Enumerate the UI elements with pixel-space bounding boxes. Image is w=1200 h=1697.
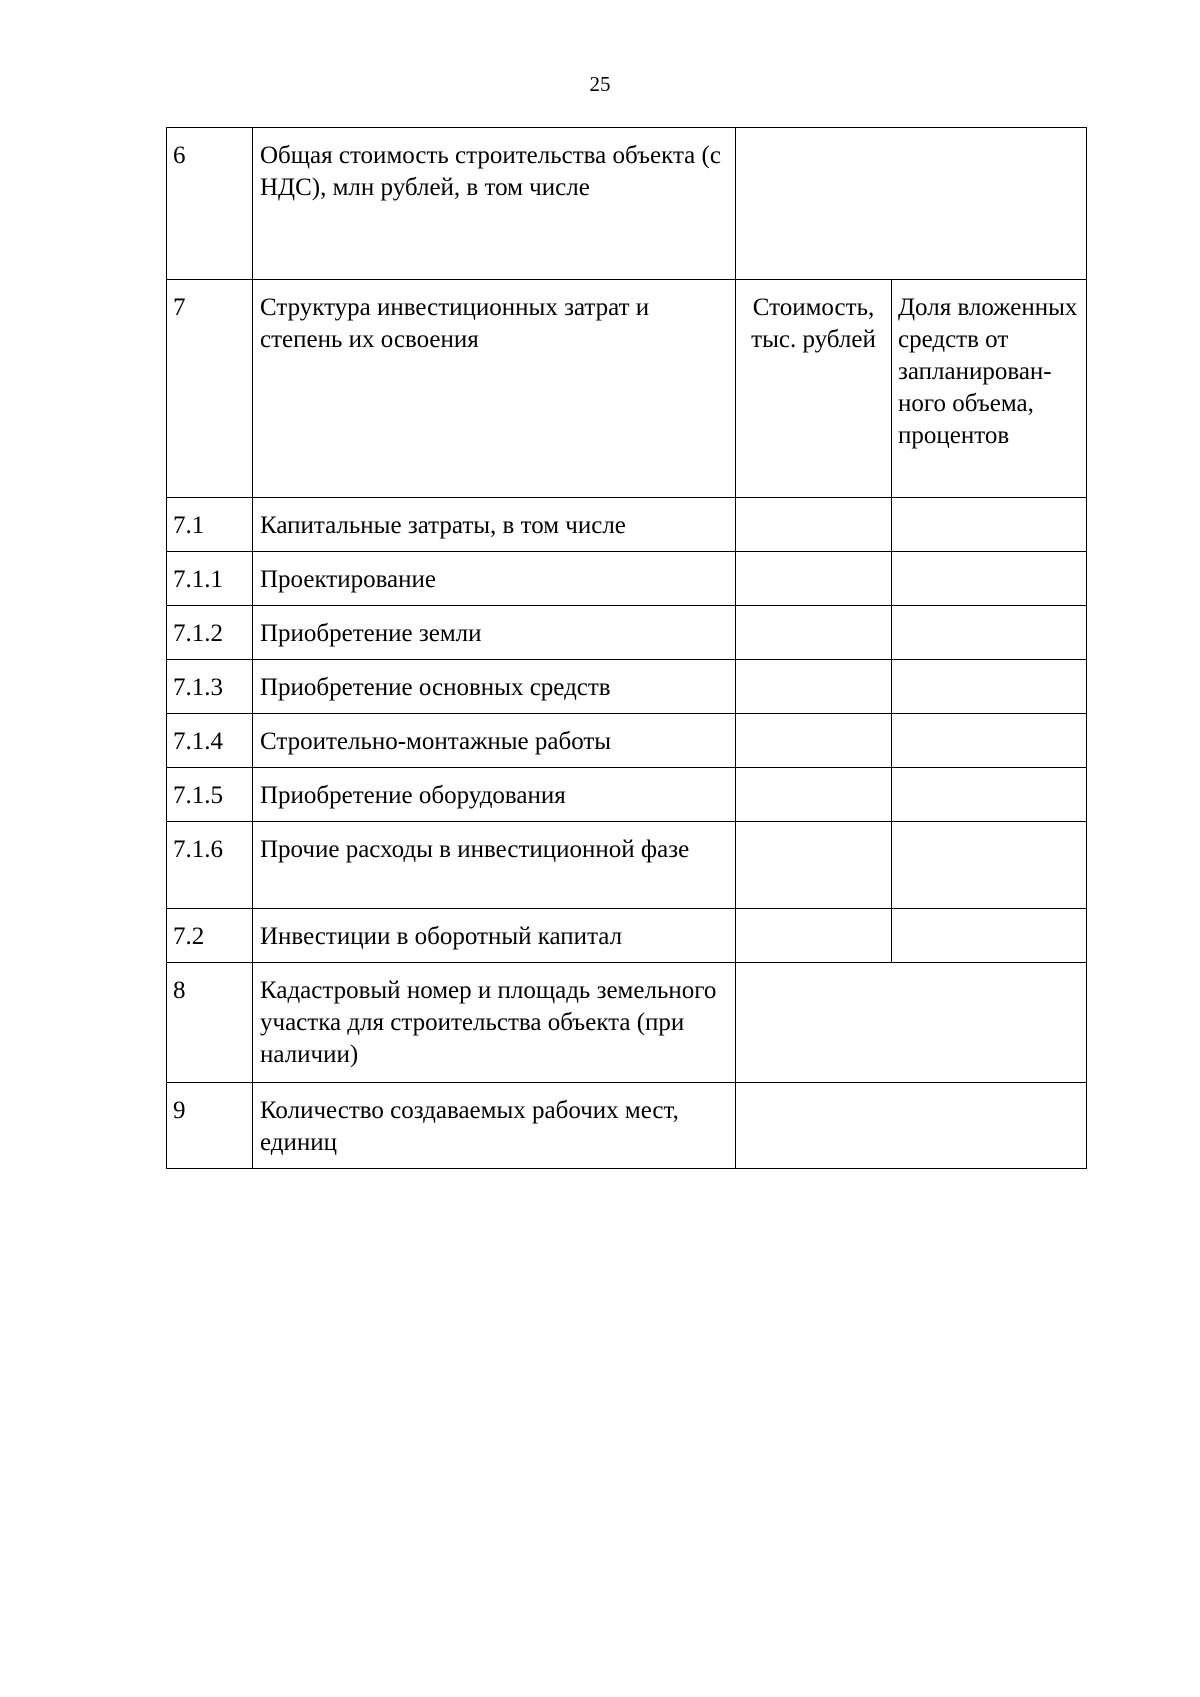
row-label: Количество создаваемых рабочих мест, единиц	[253, 1083, 736, 1169]
row-number: 7.1.1	[167, 552, 253, 606]
row-number: 7.1	[167, 498, 253, 552]
row-number: 7.1.2	[167, 606, 253, 660]
row-label: Приобретение основных средств	[253, 660, 736, 714]
table-row-7-1	[167, 498, 1087, 552]
row-number: 6	[167, 128, 253, 280]
row-number: 8	[167, 963, 253, 1083]
share-cell[interactable]	[892, 498, 1087, 552]
table-row-7-1-6	[167, 822, 1087, 909]
row-number: 7.1.4	[167, 714, 253, 768]
table-row-7-2	[167, 909, 1087, 963]
table-row-7-1-5	[167, 768, 1087, 822]
row-label: Приобретение земли	[253, 606, 736, 660]
share-cell[interactable]	[892, 822, 1087, 909]
cost-cell[interactable]	[736, 714, 892, 768]
row-label: Прочие расходы в инвестиционной фазе	[253, 822, 736, 909]
table-row-9	[167, 1083, 1087, 1169]
row-label: Строительно-монтажные работы	[253, 714, 736, 768]
share-cell[interactable]	[892, 909, 1087, 963]
value-cell[interactable]	[736, 1083, 1087, 1169]
value-cell[interactable]	[736, 128, 1087, 280]
share-cell[interactable]	[892, 768, 1087, 822]
row-label: Кадастровый номер и площадь земельного участка для строительства объекта (при наличии)	[253, 963, 736, 1083]
page-number: 25	[589, 72, 611, 96]
row-label: Проектирование	[253, 552, 736, 606]
table-row-7-1-1	[167, 552, 1087, 606]
column-header-share	[892, 280, 1087, 498]
investment-form-table	[166, 127, 1087, 1169]
row-label: Приобретение оборудования	[253, 768, 736, 822]
cost-cell[interactable]	[736, 606, 892, 660]
row-label: Общая стоимость строительства объекта (с НДС), млн рублей, в том числе	[253, 128, 736, 280]
row-number: 7.1.5	[167, 768, 253, 822]
share-cell[interactable]	[892, 660, 1087, 714]
cost-cell[interactable]	[736, 768, 892, 822]
share-cell[interactable]	[892, 714, 1087, 768]
cost-cell[interactable]	[736, 498, 892, 552]
row-label: Инвестиции в оборотный капитал	[253, 909, 736, 963]
row-number: 9	[167, 1083, 253, 1169]
row-number: 7.1.3	[167, 660, 253, 714]
cost-cell[interactable]	[736, 909, 892, 963]
row-label: Структура инвестиционных затрат и степень их освоения	[253, 280, 736, 498]
table-row-7-1-2	[167, 606, 1087, 660]
table-row-7	[167, 280, 1087, 498]
share-cell[interactable]	[892, 606, 1087, 660]
value-cell[interactable]	[736, 963, 1087, 1083]
column-header-cost: Стоимость, тыс. рублей	[736, 280, 892, 498]
cost-cell[interactable]	[736, 552, 892, 606]
row-number: 7	[167, 280, 253, 498]
column-header-share-line1: Доля вложенных средств от запланирован-	[898, 294, 1078, 385]
table-row-7-1-3	[167, 660, 1087, 714]
share-cell[interactable]	[892, 552, 1087, 606]
row-label: Капитальные затраты, в том числе	[253, 498, 736, 552]
column-header-share-line2: ного объема, процентов	[898, 390, 1034, 449]
row-number: 7.2	[167, 909, 253, 963]
cost-cell[interactable]	[736, 660, 892, 714]
row-number: 7.1.6	[167, 822, 253, 909]
table-row-6	[167, 128, 1087, 280]
table-row-7-1-4	[167, 714, 1087, 768]
table-row-8	[167, 963, 1087, 1083]
cost-cell[interactable]	[736, 822, 892, 909]
